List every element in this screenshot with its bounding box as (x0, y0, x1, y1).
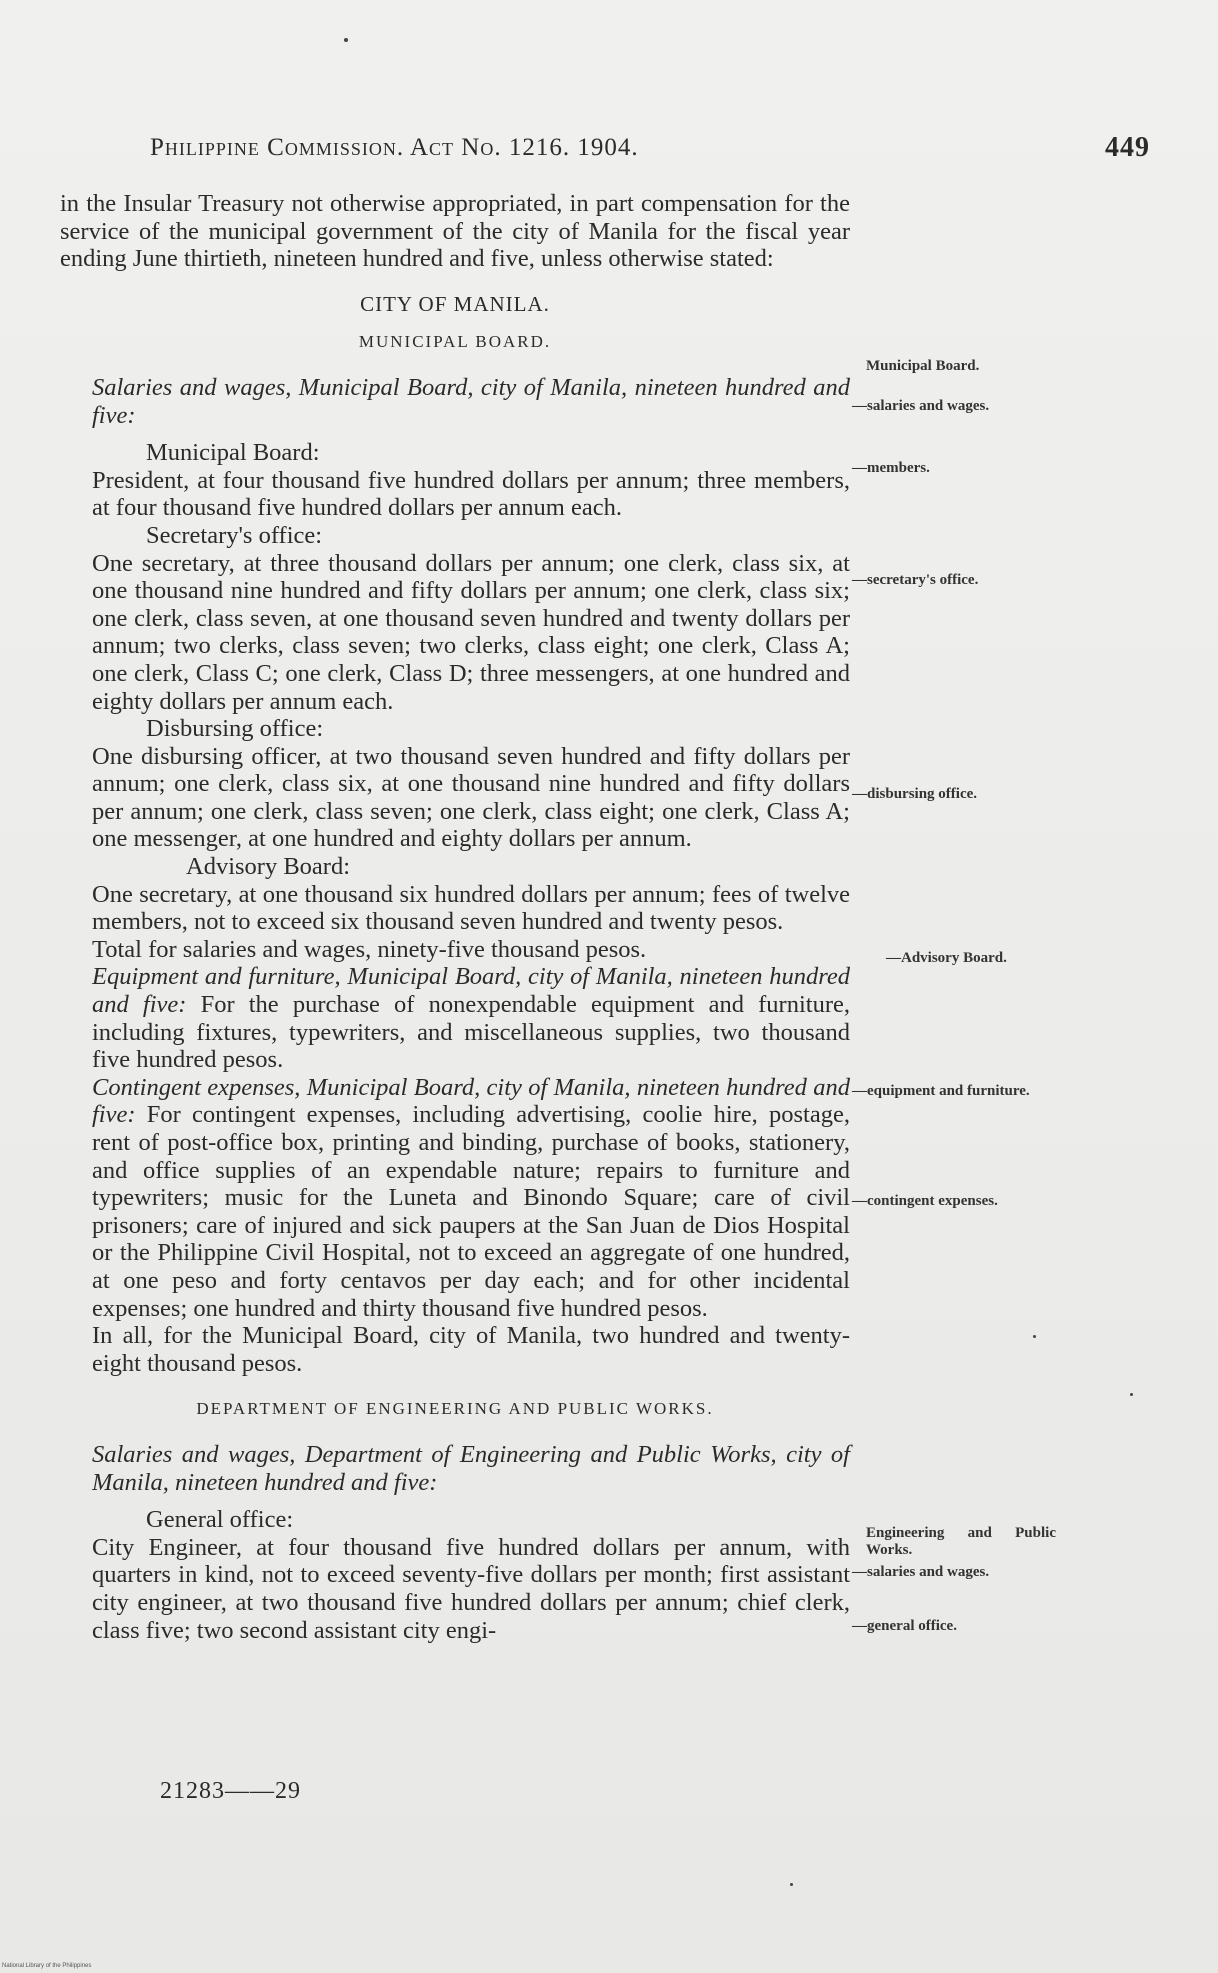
scan-speck (1130, 1393, 1133, 1396)
margin-note-engineering: Engineering and Public Works. (866, 1525, 1056, 1558)
margin-note-salaries: —salaries and wages. (852, 398, 990, 414)
margin-note-general-office: —general office. (852, 1618, 957, 1634)
scan-speck (790, 1883, 793, 1886)
margin-note-advisory: —Advisory Board. (886, 950, 1007, 966)
margin-note-members: —members. (852, 460, 930, 476)
scan-imprint: National Library of the Philippines (2, 1963, 92, 1969)
secretary-label: Secretary's office: (146, 521, 323, 549)
municipal-board-label: Municipal Board: (146, 439, 320, 467)
contingent-paragraph (60, 1074, 850, 1322)
contingent-text: For contingent expenses, including advertising, coolie hire, postage, rent of post-office box, printing and binding, purchase of books, stationery, and office supplies of an expendable nature; repairs to furniture and typewriters; music for the Luneta and Binondo Square; care of civil prisoners; care of injured and sick paupers at the San Juan de Dios Hospital or the Philippine Civil Hospital, not to exceed an aggregate of one hundred, at one peso and forty centavos per day each; and for other incidental expenses; one hundred and thirty thousand five hundred pesos. (92, 1101, 850, 1322)
municipal-board-paragraph: President, at four thousand five hundred dollars per annum; three members, at four thousand five hundred dollars per annum each. (92, 466, 850, 522)
engineering-heading: DEPARTMENT OF ENGINEERING AND PUBLIC WORKS. (196, 1399, 714, 1419)
city-heading: CITY OF MANILA. (360, 291, 550, 316)
margin-note-municipal-board: Municipal Board. (866, 358, 980, 374)
equipment-text: For the purchase of nonexpendable equipment and furniture, including fixtures, typewriters, and miscellaneous supplies, two thousand five hundred pesos. (92, 991, 850, 1074)
equipment-heading: Equipment and furniture, Municipal Board, city of Manila, nineteen hundred and five: (92, 963, 850, 1019)
advisory-label: Advisory Board: (186, 853, 350, 881)
margin-note-secretary: —secretary's office. (852, 572, 979, 588)
board-heading: MUNICIPAL BOARD. (358, 332, 552, 352)
equipment-paragraph (60, 963, 850, 1073)
in-all-paragraph: In all, for the Municipal Board, city of Manila, two hundred and twenty-eight thousand pesos. (92, 1322, 850, 1377)
advisory-paragraph: One secretary, at one thousand six hundred dollars per annum; fees of twelve members, not to exceed six thousand seven hundred and twenty pesos. (92, 880, 850, 936)
general-office-paragraph: City Engineer, at four thousand five hundred dollars per annum, with quarters in kind, not to exceed seventy-five dollars per month; first assistant city engineer, at two thousand five hundred dollars per annum; chief clerk, class five; two second assistant city engi- (92, 1533, 850, 1644)
scan-speck (1033, 1335, 1036, 1338)
running-header (150, 134, 1150, 170)
secretary-paragraph: One secretary, at three thousand dollars per annum; one clerk, class six, at one thousand nine hundred and fifty dollars per annum; one clerk, class six; one clerk, class seven, at one thousand seven hundred and twenty dollars per annum; two clerks, class seven; two clerks, class eight; one clerk, Class A; one clerk, Class C; one clerk, Class D; three messengers, at one hundred and eighty dollars per annum each. (92, 549, 850, 715)
eng-salaries-heading: Salaries and wages, Department of Engineering and Public Works, city of Manila, nineteen hundred and five: (92, 1440, 850, 1496)
body-text (60, 190, 850, 1644)
margin-note-contingent: —contingent expenses. (852, 1193, 998, 1209)
scan-speck (344, 38, 348, 42)
disbursing-paragraph: One disbursing officer, at two thousand seven hundred and fifty dollars per annum; one clerk, class six, at one thousand nine hundred and fifty dollars per annum; one clerk, class seven; one clerk, class eight; one clerk, Class A; one messenger, at one hundred and eighty dollars per annum. (92, 742, 850, 853)
margin-note-equipment: —equipment and furniture. (852, 1083, 1030, 1099)
general-office-label: General office: (146, 1506, 294, 1534)
margin-note-eng-salaries: —salaries and wages. (852, 1564, 990, 1580)
page-number: 449 (1105, 132, 1150, 163)
header-title: Philippine Commission. Act No. 1216. 1904. (150, 134, 639, 161)
intro-paragraph: in the Insular Treasury not otherwise appropriated, in part compensation for the service of the municipal government of the city of Manila for the fiscal year ending June thirtieth, nineteen hundred and five, unless otherwise stated: (60, 190, 850, 273)
margin-note-disbursing: —disbursing office. (852, 786, 978, 802)
total-salaries-paragraph: Total for salaries and wages, ninety-five thousand pesos. (92, 935, 647, 963)
salaries-heading: Salaries and wages, Municipal Board, city of Manila, nineteen hundred and five: (92, 373, 850, 429)
contingent-heading: Contingent expenses, Municipal Board, city of Manila, nineteen hundred and five: (92, 1073, 850, 1129)
disbursing-label: Disbursing office: (146, 715, 324, 743)
signature-mark: 21283——29 (160, 1778, 301, 1804)
